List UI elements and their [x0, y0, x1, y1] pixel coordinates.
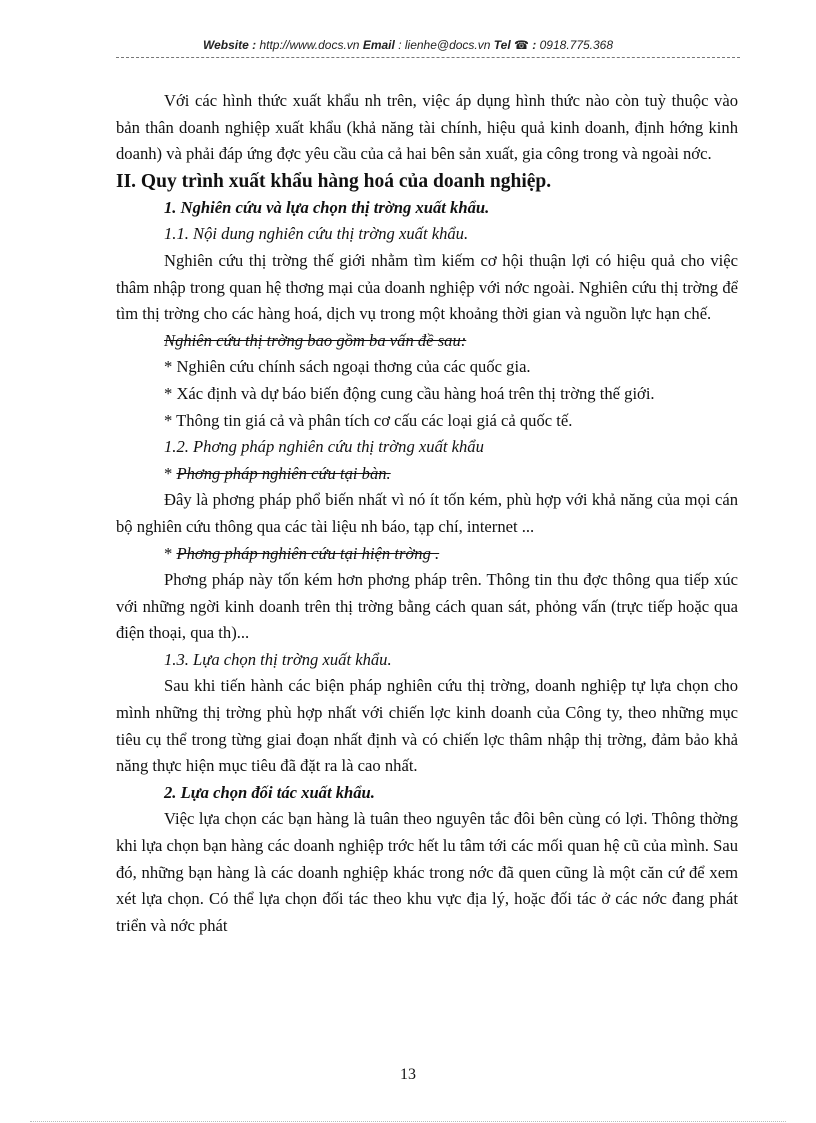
- document-body: [116, 88, 738, 939]
- paragraph-field-research: Phơng pháp này tốn kém hơn phơng pháp trên. Thông tin thu đợc thông qua tiếp xúc với những ngời kinh doanh trên thị trờng bằng cách quan sát, phỏng vấn (trực tiếp hoặc qua điện thoại, qua th)...: [116, 570, 738, 643]
- tel-value: 0918.775.368: [539, 38, 614, 52]
- bullet-item: * Nghiên cứu chính sách ngoại thơng của các quốc gia.: [164, 357, 531, 377]
- website-value: http://www.docs.vn: [259, 38, 360, 52]
- footer-divider: [30, 1121, 786, 1122]
- website-label: Website :: [202, 38, 257, 52]
- subsection-heading-2: 2. Lựa chọn đối tác xuất khẩu.: [164, 782, 375, 802]
- paragraph-partner-selection: Việc lựa chọn các bạn hàng là tuân theo nguyên tắc đôi bên cùng có lợi. Thông thờng khi lựa chọn bạn hàng các doanh nghiệp trớc hết lu tâm tới các mối quan hệ cũ của mình. Sau đó, những bạn hàng là các doanh nghiệp khác trong nớc đã quen cũng là một căn cứ để xem xét lựa chọn. Có thể lựa chọn đối tác theo khu vực địa lý, hoặc đối tác ở các nớc đang phát triển và nớc phát: [116, 809, 738, 935]
- email-label: Email: [362, 38, 395, 52]
- subsubsection-heading-1-1: 1.1. Nội dung nghiên cứu thị trờng xuất khẩu.: [164, 224, 469, 244]
- research-topics-intro: Nghiên cứu thị trờng bao gồm ba vấn đề sau:: [164, 330, 467, 350]
- section-heading: II. Quy trình xuất khẩu hàng hoá của doanh nghiệp.: [116, 170, 552, 192]
- paragraph-desk-research: Đây là phơng pháp phổ biến nhất vì nó ít tốn kém, phù hợp với khả năng của mọi cán bộ nghiên cứu thông qua các tài liệu nh báo, tạp chí, internet ...: [116, 490, 738, 536]
- subsection-heading-1: 1. Nghiên cứu và lựa chọn thị trờng xuất khẩu.: [164, 197, 490, 217]
- paragraph-market-research: Nghiên cứu thị trờng thế giới nhằm tìm kiếm cơ hội thuận lợi có hiệu quả cho việc thâm nhập trong quan hệ thơng mại của doanh nghiệp với nớc ngoài. Nghiên cứu thị trờng để tìm thị trờng cho các hàng hoá, dịch vụ trong một khoảng thời gian và nguồn lực hạn chế.: [116, 250, 738, 324]
- field-research-heading: * Phơng pháp nghiên cứu tại hiện trờng .: [164, 543, 440, 563]
- subsubsection-heading-1-3: 1.3. Lựa chọn thị trờng xuất khẩu.: [164, 649, 392, 669]
- desk-research-heading: * Phơng pháp nghiên cứu tại bàn.: [164, 463, 391, 483]
- page-number: 13: [400, 1066, 416, 1083]
- tel-label: Tel ☎ :: [493, 38, 537, 52]
- page-header: [0, 38, 816, 52]
- bullet-item: * Thông tin giá cả và phân tích cơ cấu các loại giá cả quốc tế.: [164, 410, 573, 430]
- email-value: : lienhe@docs.vn: [398, 38, 491, 52]
- subsubsection-heading-1-2: 1.2. Phơng pháp nghiên cứu thị trờng xuất khẩu: [164, 437, 484, 457]
- header-divider: [116, 57, 740, 58]
- paragraph-intro: Với các hình thức xuất khẩu nh trên, việc áp dụng hình thức nào còn tuỳ thuộc vào bản thân doanh nghiệp xuất khẩu (khả năng tài chính, hiệu quả kinh doanh, định hớng kinh doanh) và phải đáp ứng đợc yêu cầu của cả hai bên sản xuất, gia công trong và ngoài nớc.: [116, 91, 738, 164]
- bullet-item: * Xác định và dự báo biến động cung cầu hàng hoá trên thị trờng thế giới.: [164, 383, 655, 403]
- paragraph-market-selection: Sau khi tiến hành các biện pháp nghiên cứu thị trờng, doanh nghiệp tự lựa chọn cho mình những thị trờng phù hợp nhất với chiến lợc kinh doanh của Công ty, theo những mục tiêu cụ thể trong từng giai đoạn nhất định và có chiến lợc thâm nhập thị trờng, đảm bảo khả năng thực hiện mục tiêu đã đặt ra là cao nhất.: [116, 676, 738, 776]
